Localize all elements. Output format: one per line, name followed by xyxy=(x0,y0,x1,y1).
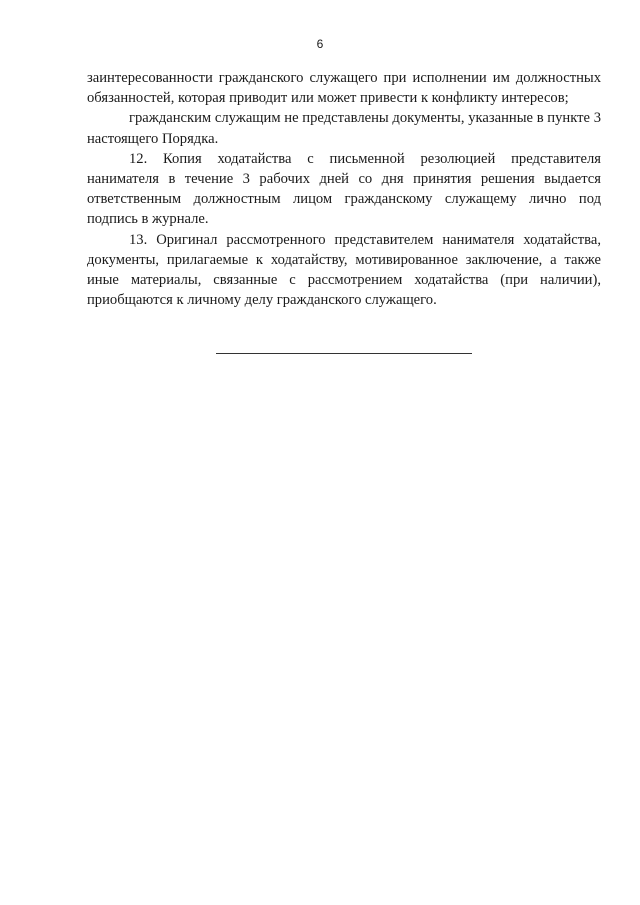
paragraph-item-12: 12. Копия ходатайства с письменной резолюцией представителя нанимателя в течение 3 рабочих дней со дня принятия решения выдается ответственным должностным лицом гражданскому служащему лично под подпись в журнале. xyxy=(87,150,601,228)
end-of-document-rule xyxy=(216,353,472,354)
document-body xyxy=(87,68,601,310)
paragraph-item-13: 13. Оригинал рассмотренного представителем нанимателя ходатайства, документы, прилагаемые к ходатайству, мотивированное заключение, а также иные материалы, связанные с рассмотрением ходатайства (при наличии), приобщаются к личному делу гражданского служащего. xyxy=(87,231,601,309)
page-number: 6 xyxy=(316,37,324,51)
paragraph-continuation: заинтересованности гражданского служащего при исполнении им должностных обязанностей, которая приводит или может привести к конфликту интересов; xyxy=(87,70,601,107)
paragraph-documents-not-submitted: гражданским служащим не представлены документы, указанные в пункте 3 настоящего Порядка. xyxy=(87,110,601,147)
